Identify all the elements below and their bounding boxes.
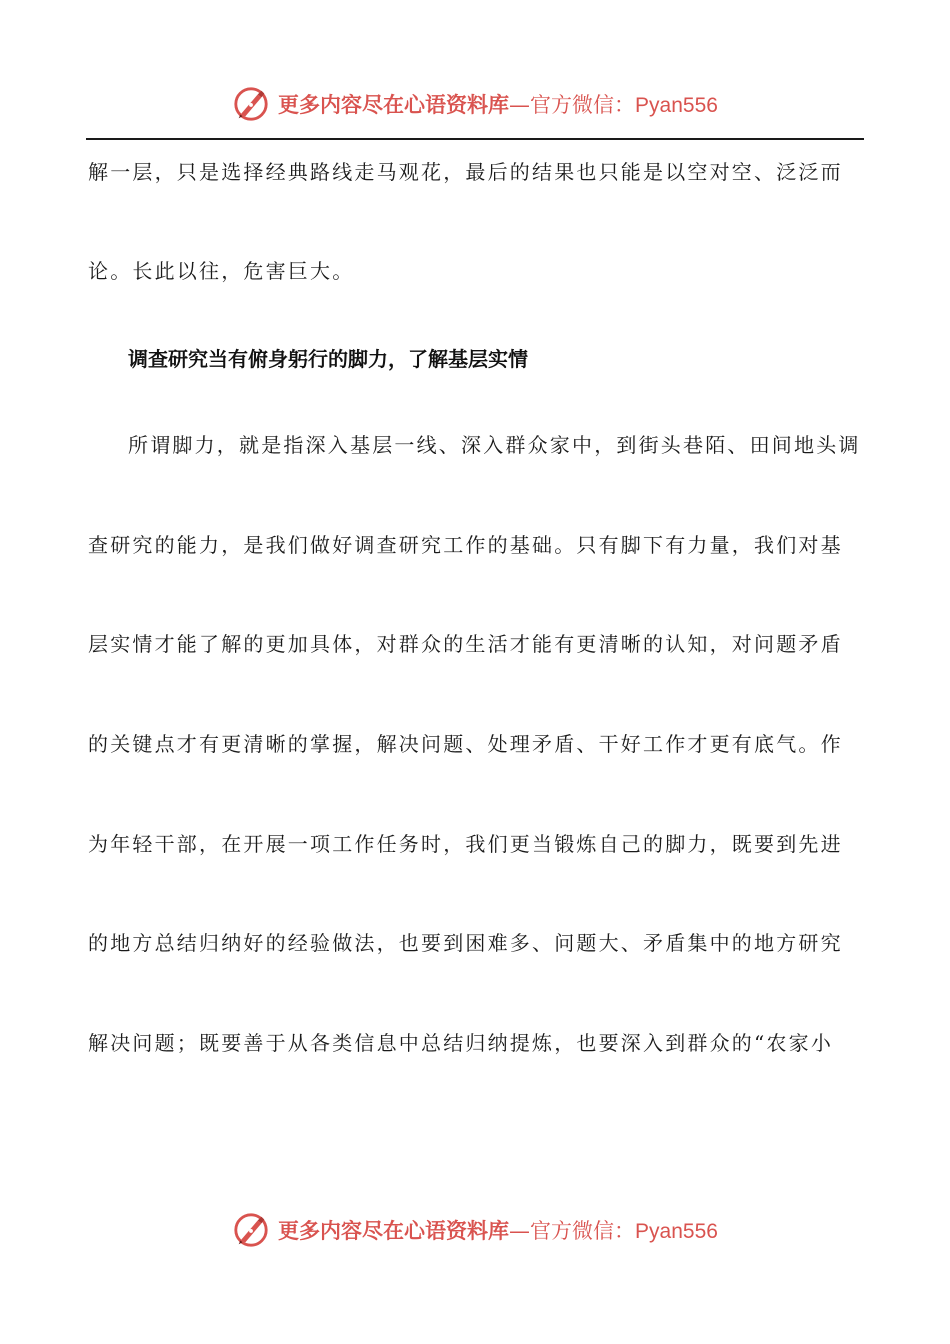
footer-org: 更多内容尽在心语资料库 bbox=[278, 1218, 510, 1243]
header-divider bbox=[86, 138, 864, 140]
footer-wechat-id: Pyan556 bbox=[635, 1220, 718, 1243]
footer-text bbox=[278, 1215, 718, 1245]
header-wechat-id: Pyan556 bbox=[635, 94, 718, 117]
body-line-2: 论。长此以往，危害巨大。 bbox=[88, 259, 355, 283]
header-wechat-label: 官方微信： bbox=[530, 93, 636, 117]
paragraph-line-6: 的地方总结归纳好的经验做法，也要到困难多、问题大、矛盾集中的地方研究 bbox=[88, 931, 843, 955]
pen-circle-logo-icon bbox=[232, 85, 270, 123]
paragraph-line-2: 查研究的能力，是我们做好调查研究工作的基础。只有脚下有力量，我们对基 bbox=[88, 533, 843, 557]
paragraph-line-7: 解决问题；既要善于从各类信息中总结归纳提炼，也要深入到群众的“农家小 bbox=[88, 1031, 834, 1055]
footer-separator: — bbox=[509, 1219, 531, 1243]
header-separator: — bbox=[509, 93, 531, 117]
paragraph-line-1: 所谓脚力，就是指深入基层一线、深入群众家中，到街头巷陌、田间地头调 bbox=[128, 433, 861, 457]
pen-circle-logo-icon bbox=[232, 1211, 270, 1249]
paragraph-line-4: 的关键点才有更清晰的掌握，解决问题、处理矛盾、干好工作才更有底气。作 bbox=[88, 732, 843, 756]
header-banner bbox=[0, 82, 950, 126]
body-line-1: 解一层，只是选择经典路线走马观花，最后的结果也只能是以空对空、泛泛而 bbox=[88, 160, 843, 184]
paragraph-line-5: 为年轻干部，在开展一项工作任务时，我们更当锻炼自己的脚力，既要到先进 bbox=[88, 832, 843, 856]
footer-banner bbox=[0, 1208, 950, 1252]
paragraph-line-3: 层实情才能了解的更加具体，对群众的生活才能有更清晰的认知，对问题矛盾 bbox=[88, 632, 843, 656]
footer-wechat-label: 官方微信： bbox=[530, 1219, 636, 1243]
header-text bbox=[278, 89, 718, 119]
section-heading: 调查研究当有俯身躬行的脚力，了解基层实情 bbox=[128, 347, 528, 371]
header-org: 更多内容尽在心语资料库 bbox=[278, 92, 510, 117]
